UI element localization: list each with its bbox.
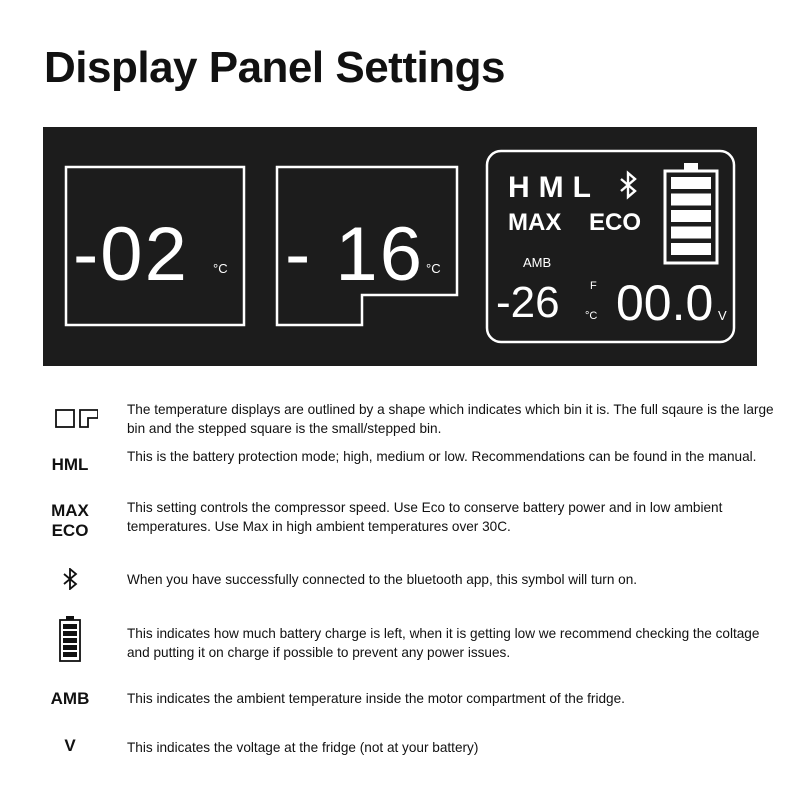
legend-label-hml: HML [51,455,89,474]
battery-bar [671,194,711,206]
bin-shapes-icon [30,408,110,433]
display-panel [43,127,757,366]
bluetooth-icon [621,173,635,197]
small-bin-unit: °C [426,261,441,276]
speed-eco-label: ECO [589,209,642,236]
unit-c-label: °C [585,310,598,322]
voltage-unit: V [718,308,727,323]
display-panel-graphic [43,127,757,366]
battery-bar [671,243,711,255]
legend-text-battery: This indicates how much battery charge is left, when it is getting low we recommend checking the coltage and putting it on charge if possible to prevent any power issues. [127,626,760,660]
speed-max-label: MAX [508,209,562,236]
legend-text-hml: This is the battery protection mode; high, medium or low. Recommendations can be found in the manual. [127,449,757,464]
amb-temperature: -26 [496,278,560,327]
legend-text-bluetooth: When you have successfully connected to the bluetooth app, this symbol will turn on. [127,572,638,587]
unit-f-label: F [590,280,597,292]
battery-bar [671,227,711,239]
legend-text-bins: The temperature displays are outlined by a shape which indicates which bin it is. The full sqaure is the large bin and the stepped square is the small/stepped bin. [127,402,774,436]
amb-label: AMB [523,255,552,270]
battery-bar [671,177,711,189]
battery-mode-label: HML [508,171,600,204]
small-bin-temperature: - 16 [285,212,424,297]
battery-bars [671,177,711,255]
legend-text-amb: This indicates the ambient temperature inside the motor compartment of the fridge. [127,691,625,706]
legend-label-amb: AMB [50,689,90,708]
battery-bar [671,210,711,222]
legend-label-voltage: V [64,736,76,755]
voltage-value: 00.0 [616,275,714,331]
legend-text-voltage: This indicates the voltage at the fridge (not at your battery) [127,740,479,755]
page-title: Display Panel Settings [44,43,505,92]
large-bin-temperature: -02 [73,212,189,297]
bluetooth-icon [30,568,110,595]
legend-text-speed: This setting controls the compressor speed. Use Eco to conserve battery power and in low ambient temperatures. Use Max in high ambient temperatures over 30C. [127,500,723,534]
battery-icon [30,615,110,668]
battery-icon [665,163,717,263]
legend-label-speed: MAX ECO [51,501,89,540]
large-bin-unit: °C [213,261,228,276]
